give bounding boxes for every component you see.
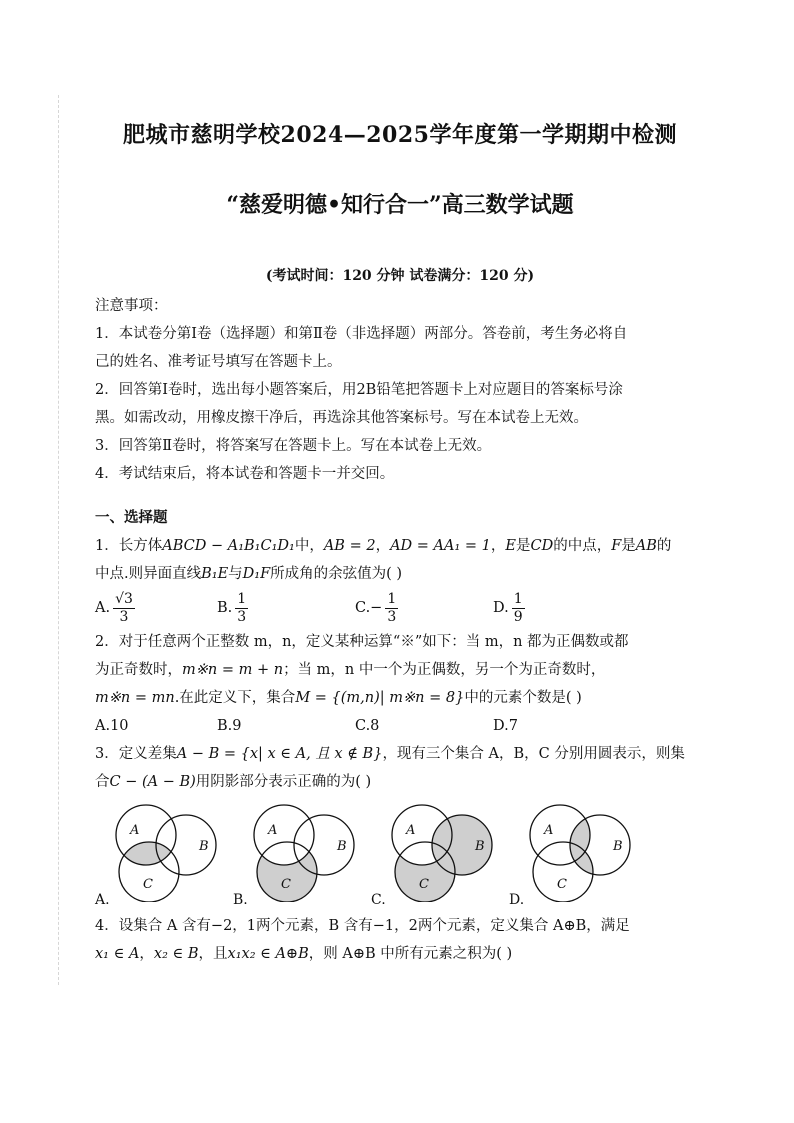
q2-expression: m※n = mn xyxy=(95,690,175,706)
venn-letter-b: B xyxy=(337,839,347,854)
q4-x1-in-a: x₁ ∈ A xyxy=(95,946,140,962)
option-label: A. xyxy=(95,600,111,616)
q1-text: ， xyxy=(490,538,506,554)
note-line: 3．回答第Ⅱ卷时，将答案写在答题卡上。写在本试卷上无效。 xyxy=(95,438,492,454)
q2-text: 为正奇数时， xyxy=(95,662,182,678)
exam-time-and-score: (考试时间：120 分钟 试卷满分：120 分) xyxy=(265,268,535,284)
q1-ab-segment: AB xyxy=(635,538,657,554)
q2-text: 中的元素个数是( ) xyxy=(464,690,582,706)
venn-diagram-c xyxy=(379,802,509,902)
q1-text: 中点.则异面直线 xyxy=(95,566,202,582)
venn-letter-a: A xyxy=(268,823,278,838)
q3-text: ，现有三个集合 A，B，C 分别用圆表示，则集 xyxy=(382,746,685,762)
fraction xyxy=(385,591,398,626)
question-2-line2 xyxy=(95,656,705,684)
q2-option-a: A.10 xyxy=(95,718,129,734)
q2-set-m: M = {(m,n)| m※n = 8} xyxy=(295,690,465,706)
note-line: 黑。如需改动，用橡皮擦干净后，再选涂其他答案标号。写在本试卷上无效。 xyxy=(95,410,588,426)
fraction xyxy=(113,591,135,626)
q2-text: .在此定义下，集合 xyxy=(174,690,296,706)
q1-text: 的 xyxy=(656,538,672,554)
q2-option-b: B.9 xyxy=(217,718,242,734)
q2-option-d: D.7 xyxy=(493,718,518,734)
q1-option-c xyxy=(355,591,493,626)
venn-letter-c: C xyxy=(143,877,153,892)
q1-ab: AB = 2 xyxy=(323,538,376,554)
question-4-line1: 4．设集合 A 含有−2，1两个元素，B 含有−1，2两个元素，定义集合 A⊕B，满足 xyxy=(95,918,630,934)
exam-body xyxy=(95,292,705,968)
q1-text: 与 xyxy=(228,566,243,582)
q1-text: 所成角的余弦值为( ) xyxy=(270,566,403,582)
venn-diagram-d xyxy=(517,802,647,902)
q3-difference-set: A − B = {x| x ∈ A, 且 x ∉ B} xyxy=(176,746,383,762)
option-label: B. xyxy=(217,600,233,616)
binding-margin-line xyxy=(58,95,59,985)
note-line: 4．考试结束后，将本试卷和答题卡一并交回。 xyxy=(95,466,395,482)
q1-text: ， xyxy=(375,538,391,554)
question-3-venn-diagrams xyxy=(95,802,705,912)
fraction xyxy=(512,591,525,626)
q3-text: 用阴影部分表示正确的为( ) xyxy=(195,774,372,790)
q3-expression: C − (A − B) xyxy=(109,774,196,790)
fraction xyxy=(235,591,248,626)
question-2-line1: 2．对于任意两个正整数 m，n，定义某种运算“※”如下：当 m，n 都为正偶数或都 xyxy=(95,634,629,650)
fraction-denominator: 3 xyxy=(237,608,247,625)
section-title: 一、选择题 xyxy=(95,509,168,526)
q1-option-a xyxy=(95,591,217,626)
fraction-denominator: 3 xyxy=(119,608,129,625)
q1-cuboid: ABCD − A₁B₁C₁D₁ xyxy=(162,538,295,554)
q3-option-b-label: B. xyxy=(233,892,248,908)
venn-letter-b: B xyxy=(613,839,623,854)
venn-letter-c: C xyxy=(281,877,291,892)
venn-letter-a: A xyxy=(406,823,416,838)
fraction-numerator: 1 xyxy=(237,590,247,607)
question-3-line2 xyxy=(95,768,705,796)
q2-expression: m※n = m + n xyxy=(182,662,284,678)
q3-text: 3．定义差集 xyxy=(95,746,177,762)
fraction-denominator: 9 xyxy=(513,608,523,625)
exam-title-line1: 肥城市慈明学校2024—2025学年度第一学期期中检测 xyxy=(123,122,677,148)
note-line: 2．回答第Ⅰ卷时，选出每小题答案后，用2B铅笔把答题卡上对应题目的答案标号涂 xyxy=(95,382,623,398)
venn-letter-b: B xyxy=(475,839,485,854)
question-1-line1 xyxy=(95,532,705,560)
venn-circle-c xyxy=(533,842,593,902)
question-1-options xyxy=(95,588,705,628)
fraction-numerator: 1 xyxy=(387,590,397,607)
note-line: 己的姓名、准考证号填写在答题卡上。 xyxy=(95,354,342,370)
q1-option-b xyxy=(217,591,355,626)
question-2-options xyxy=(95,712,705,740)
venn-letter-c: C xyxy=(419,877,429,892)
q1-text: 1．长方体 xyxy=(95,538,163,554)
q3-option-d-label: D. xyxy=(509,892,525,908)
q1-ad: AD = AA₁ = 1 xyxy=(390,538,491,554)
fraction-numerator: √3 xyxy=(115,590,133,607)
q4-x2-in-b: x₂ ∈ B xyxy=(153,946,199,962)
venn-letter-a: A xyxy=(544,823,554,838)
venn-letter-b: B xyxy=(199,839,209,854)
option-label: C.− xyxy=(355,600,383,616)
q1-point-f: F xyxy=(611,538,622,554)
q4-product-in-set: x₁x₂ ∈ A⊕B xyxy=(227,946,309,962)
q4-text: ，则 A⊕B 中所有元素之积为( ) xyxy=(308,946,513,962)
q2-text: ；当 m，n 中一个为正偶数，另一个为正奇数时， xyxy=(283,662,606,678)
question-2-line3 xyxy=(95,684,705,712)
venn-diagram-a xyxy=(103,802,233,902)
q1-line-b1e: B₁E xyxy=(201,566,229,582)
q2-option-c: C.8 xyxy=(355,718,380,734)
q1-text: 中， xyxy=(294,538,324,554)
q1-text: 的中点， xyxy=(553,538,612,554)
venn-letter-c: C xyxy=(557,877,567,892)
question-4-line2 xyxy=(95,940,705,968)
exam-title-line2: “慈爱明德•知行合一”高三数学试题 xyxy=(226,192,574,218)
q4-text: ， xyxy=(139,946,154,962)
q1-point-e: E xyxy=(505,538,516,554)
q4-text: ，且 xyxy=(198,946,228,962)
fraction-numerator: 1 xyxy=(513,590,523,607)
venn-diagram-b xyxy=(241,802,371,902)
q1-cd: CD xyxy=(530,538,554,554)
q1-option-d xyxy=(493,591,525,626)
note-line: 1．本试卷分第Ⅰ卷（选择题）和第Ⅱ卷（非选择题）两部分。答卷前，考生务必将自 xyxy=(95,326,628,342)
q1-text: 是 xyxy=(515,538,531,554)
q1-text: 是 xyxy=(621,538,636,554)
option-label: D. xyxy=(493,600,509,616)
q3-option-c-label: C. xyxy=(371,892,386,908)
q3-text: 合 xyxy=(95,774,110,790)
fraction-denominator: 3 xyxy=(387,608,397,625)
question-3-line1 xyxy=(95,740,705,768)
venn-letter-a: A xyxy=(130,823,140,838)
q1-line-d1f: D₁F xyxy=(242,566,271,582)
q3-option-a-label: A. xyxy=(95,892,110,908)
notes-heading: 注意事项： xyxy=(95,298,168,314)
question-1-line2 xyxy=(95,560,705,588)
